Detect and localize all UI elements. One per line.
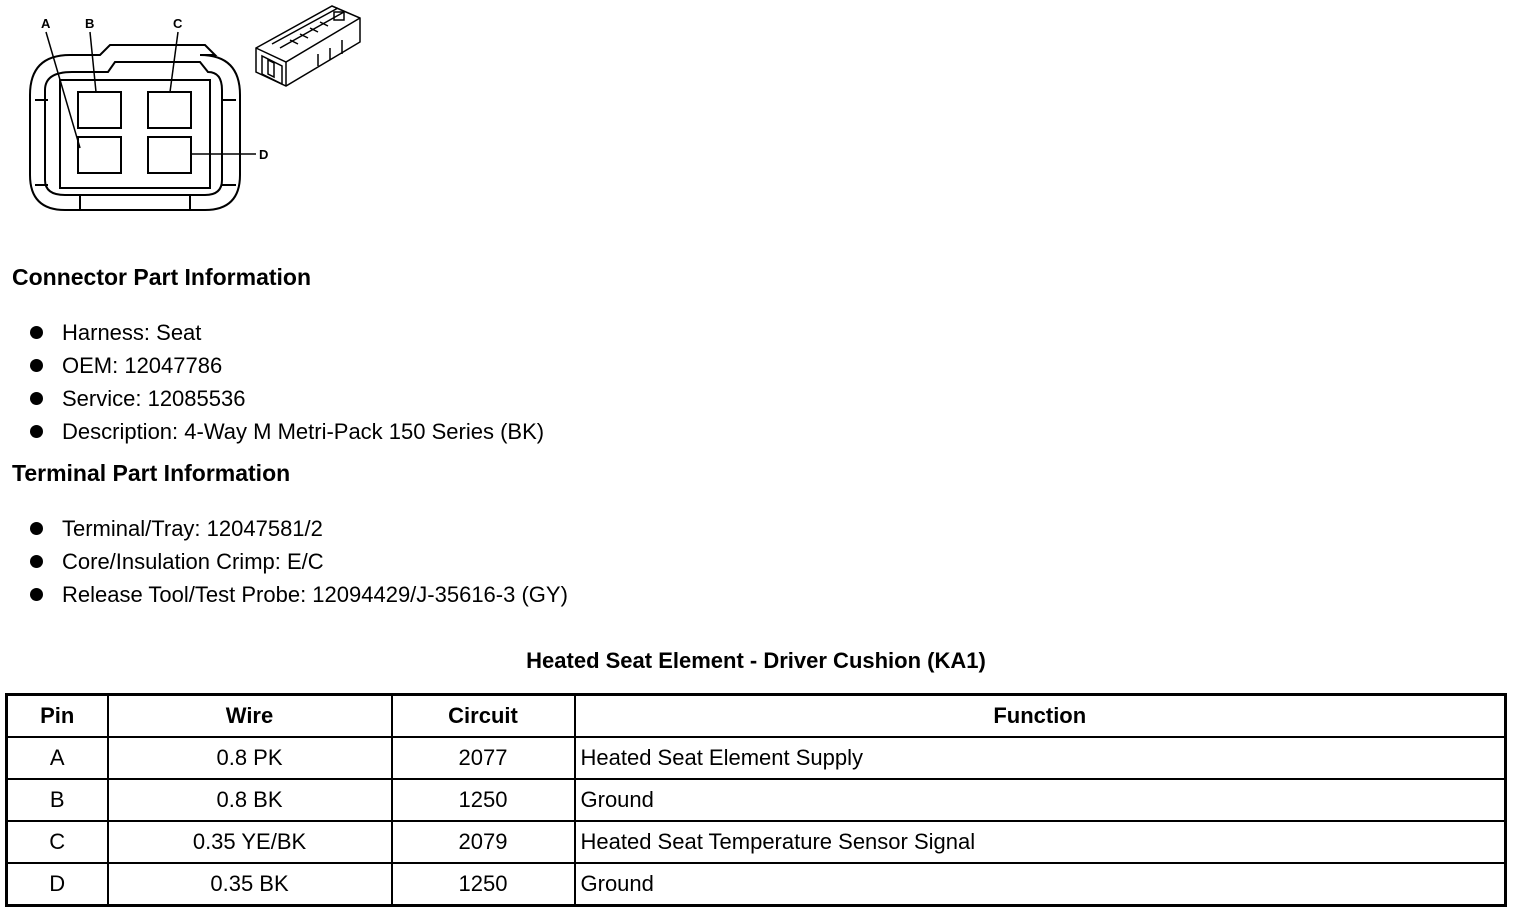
connector-diagram [0, 0, 380, 230]
list-item-text: Service: 12085536 [62, 386, 246, 411]
connector-part-information-heading: Connector Part Information [12, 264, 312, 290]
bullet-icon [30, 588, 43, 601]
column-header-wire: Wire [108, 695, 392, 738]
pin-label-b: B [85, 16, 95, 31]
wire-cell: 0.8 PK [108, 737, 392, 779]
pin-cell: A [7, 737, 108, 779]
circuit-cell: 2077 [392, 737, 575, 779]
bullet-icon [30, 326, 43, 339]
pin-c-cavity [148, 92, 191, 128]
circuit-cell: 1250 [392, 779, 575, 821]
list-item [28, 512, 568, 545]
column-header-function: Function [575, 695, 1506, 738]
pin-a-cavity [78, 137, 121, 173]
pin-b-cavity [78, 92, 121, 128]
bullet-icon [30, 425, 43, 438]
bullet-icon [30, 555, 43, 568]
function-cell: Heated Seat Temperature Sensor Signal [575, 821, 1506, 863]
list-item [28, 382, 544, 415]
list-item [28, 578, 568, 611]
connector-part-list [28, 316, 544, 448]
list-item-text: Harness: Seat [62, 320, 202, 345]
connector-isometric-sketch [256, 6, 360, 86]
list-item-text: Terminal/Tray: 12047581/2 [62, 516, 323, 541]
list-item-text: Release Tool/Test Probe: 12094429/J-35616-3 (GY) [62, 582, 568, 607]
list-item [28, 349, 544, 382]
column-header-pin: Pin [7, 695, 108, 738]
bullet-icon [30, 392, 43, 405]
table-row [7, 863, 1506, 906]
function-cell: Ground [575, 779, 1506, 821]
circuit-cell: 2079 [392, 821, 575, 863]
list-item [28, 415, 544, 448]
terminal-part-list [28, 512, 568, 611]
circuit-cell: 1250 [392, 863, 575, 906]
terminal-part-information-heading: Terminal Part Information [12, 460, 291, 486]
pin-cell: B [7, 779, 108, 821]
wire-cell: 0.35 BK [108, 863, 392, 906]
bullet-icon [30, 359, 43, 372]
pin-cell: D [7, 863, 108, 906]
pin-label-d: D [259, 147, 269, 162]
wire-cell: 0.35 YE/BK [108, 821, 392, 863]
list-item [28, 316, 544, 349]
pin-label-a: A [41, 16, 51, 31]
function-cell: Heated Seat Element Supply [575, 737, 1506, 779]
table-row [7, 779, 1506, 821]
function-cell: Ground [575, 863, 1506, 906]
list-item-text: Description: 4-Way M Metri-Pack 150 Series (BK) [62, 419, 545, 444]
column-header-circuit: Circuit [392, 695, 575, 738]
list-item-text: OEM: 12047786 [62, 353, 223, 378]
list-item [28, 545, 568, 578]
pin-label-c: C [173, 16, 183, 31]
list-item-text: Core/Insulation Crimp: E/C [62, 549, 324, 574]
pin-d-cavity [148, 137, 191, 173]
table-row [7, 821, 1506, 863]
pinout-table [5, 693, 1507, 907]
table-title: Heated Seat Element - Driver Cushion (KA1) [526, 648, 986, 673]
wire-cell: 0.8 BK [108, 779, 392, 821]
table-header-row [7, 695, 1506, 738]
table-row [7, 737, 1506, 779]
bullet-icon [30, 522, 43, 535]
pin-cell: C [7, 821, 108, 863]
